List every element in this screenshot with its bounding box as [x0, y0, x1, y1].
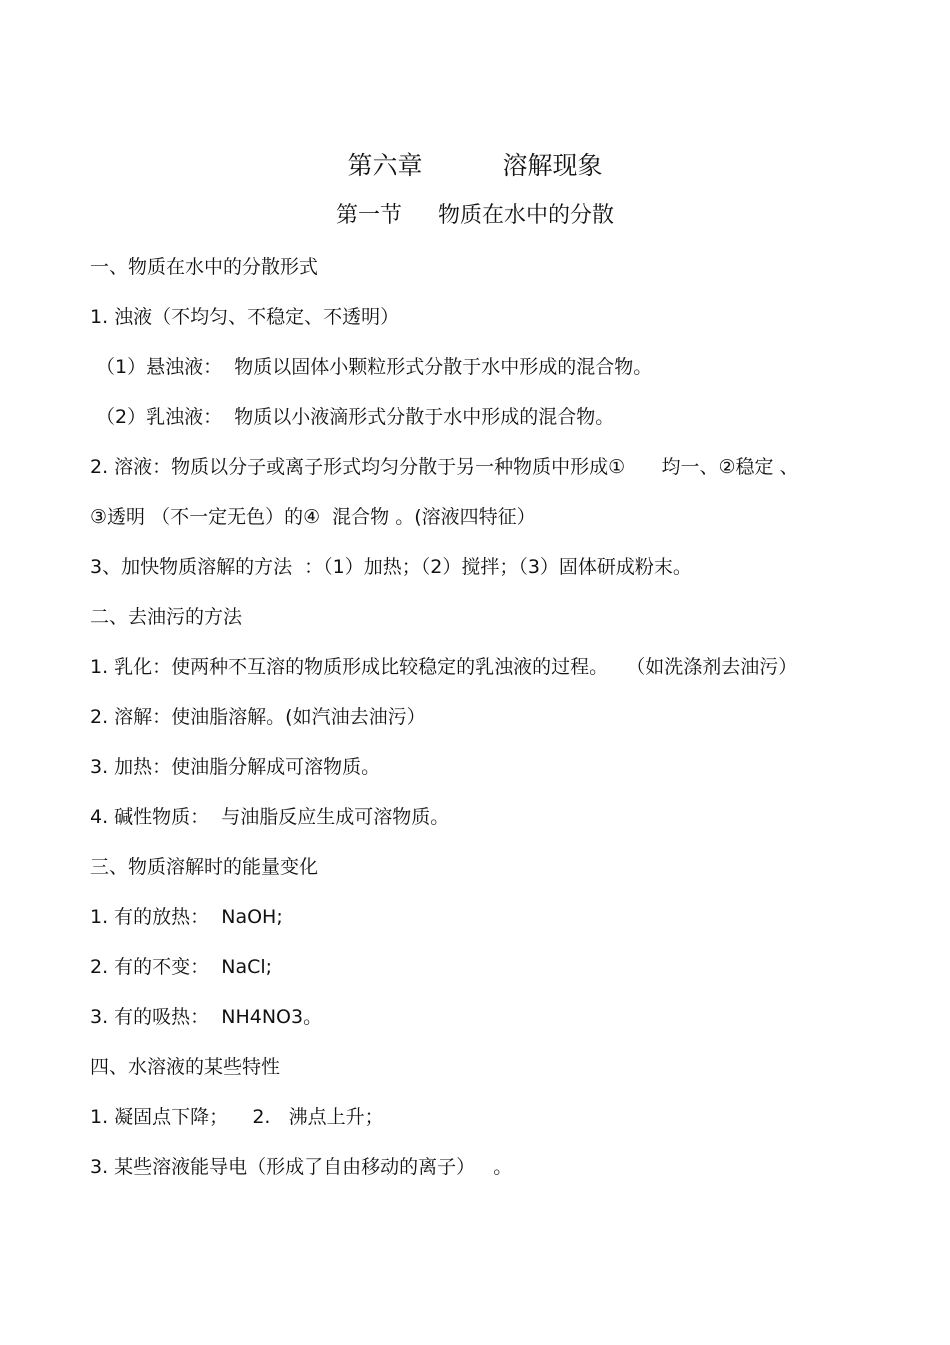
heading-energy-change: 三、物质溶解时的能量变化: [90, 856, 319, 878]
item-freezing-boiling-point: 1. 凝固点下降； 2. 沸点上升；: [90, 1106, 384, 1128]
item-dissolving: 2. 溶解：使油脂溶解。(如汽油去油污）: [90, 706, 426, 728]
item-turbid-liquid: 1. 浊液（不均匀、不稳定、不透明）: [90, 306, 400, 328]
chapter-label: 第六章: [347, 151, 423, 180]
item-alkaline-substance: 4. 碱性物质： 与油脂反应生成可溶物质。: [90, 806, 450, 828]
item-speed-up-dissolving: 3、加快物质溶解的方法 ：（1）加热；（2）搅拌；（3）固体研成粉末。: [90, 556, 692, 578]
heading-remove-grease: 二、去油污的方法: [90, 606, 243, 628]
section-name: 物质在水中的分散: [438, 203, 615, 228]
item-no-change: 2. 有的不变： NaCl;: [90, 956, 273, 978]
item-heating: 3. 加热：使油脂分解成可溶物质。: [90, 756, 381, 778]
chapter-title: [0, 148, 950, 184]
section-label: 第一节: [335, 203, 402, 228]
item-endothermic: 3. 有的吸热： NH4NO3。: [90, 1006, 323, 1028]
item-emulsification: 1. 乳化：使两种不互溶的物质形成比较稳定的乳浊液的过程。 （如洗涤剂去油污）: [90, 656, 798, 678]
section-title: [0, 199, 950, 233]
item-suspension: （1）悬浊液： 物质以固体小颗粒形式分散于水中形成的混合物。: [90, 356, 653, 378]
item-conductivity: 3. 某些溶液能导电（形成了自由移动的离子） 。: [90, 1156, 513, 1178]
item-exothermic: 1. 有的放热： NaOH;: [90, 906, 283, 928]
item-solution: 2. 溶液：物质以分子或离子形式均匀分散于另一种物质中形成① 均一、②稳定 、: [90, 456, 799, 478]
heading-dispersion-forms: 一、物质在水中的分散形式: [90, 256, 319, 278]
item-solution-continued: ③透明 （不一定无色）的④ 混合物 。(溶液四特征）: [90, 506, 536, 528]
heading-solution-properties: 四、水溶液的某些特性: [90, 1056, 281, 1078]
chapter-name: 溶解现象: [502, 151, 603, 180]
item-emulsion: （2）乳浊液： 物质以小液滴形式分散于水中形成的混合物。: [90, 406, 615, 428]
